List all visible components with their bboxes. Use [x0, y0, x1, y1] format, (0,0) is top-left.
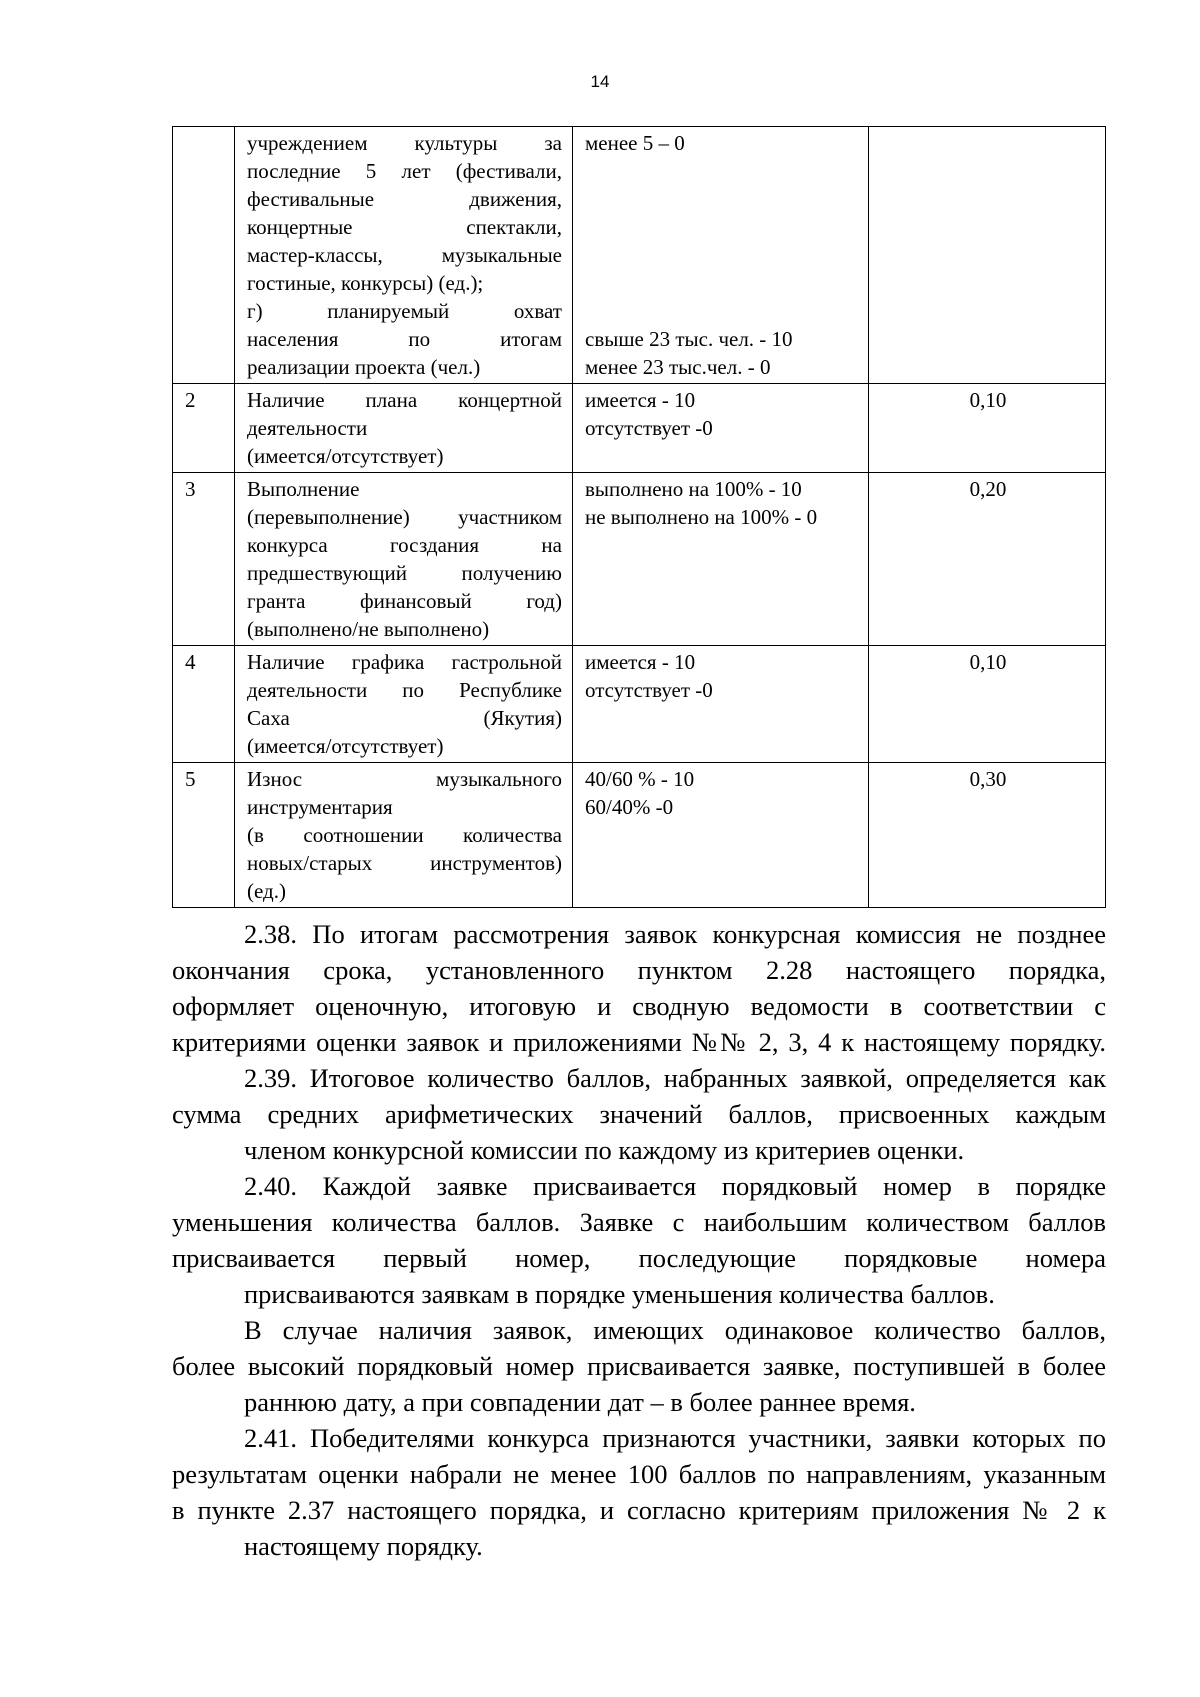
table-row [173, 473, 1106, 646]
paragraph-line: присваиваются заявкам в порядке уменьшения количества баллов. [244, 1279, 995, 1309]
criterion-line: (имеется/отсутствует) [247, 734, 444, 758]
paragraph-line: 2.38. По итогам рассмотрения заявок конкурсная комиссия не позднее [244, 919, 1106, 949]
row-number: 4 [173, 646, 235, 763]
criterion-line: концертные спектакли, [247, 215, 562, 239]
criterion-line: г) планируемый охват [247, 299, 562, 323]
criterion-line: (ед.) [247, 879, 286, 903]
criterion-cell [235, 384, 573, 473]
criterion-line: конкурса госздания на [247, 533, 562, 557]
criterion-line: (в соотношении количества [247, 823, 562, 847]
weight-cell: 0,20 [869, 473, 1106, 646]
score-line: 60/40% -0 [585, 795, 674, 819]
score-cell [573, 473, 869, 646]
table-row [173, 127, 1106, 384]
criterion-cell [235, 127, 573, 384]
paragraph-line: 2.40. Каждой заявке присваивается порядковый номер в порядке [244, 1171, 1106, 1201]
paragraph-2-40-tie [172, 1312, 1106, 1420]
table-row [173, 384, 1106, 473]
row-number [173, 127, 235, 384]
score-line: имеется - 10 [585, 650, 696, 674]
paragraph-line: 2.41. Победителями конкурса признаются участники, заявки которых по [244, 1423, 1106, 1453]
score-line: выполнено на 100% - 10 [585, 477, 802, 501]
criterion-line: предшествующий получению [247, 561, 562, 585]
row-number: 2 [173, 384, 235, 473]
score-cell [573, 127, 869, 384]
criterion-line: Износ музыкального [247, 767, 562, 791]
criterion-cell [235, 646, 573, 763]
score-line: свыше 23 тыс. чел. - 10 [585, 327, 793, 351]
score-line: менее 5 – 0 [585, 131, 685, 155]
table-row [173, 646, 1106, 763]
paragraph-line: результатам оценки набрали не менее 100 баллов по направлениям, указанным [172, 1459, 1106, 1489]
paragraph-line: раннюю дату, а при совпадении дат – в более раннее время. [244, 1387, 916, 1417]
row-number: 5 [173, 763, 235, 908]
criterion-line: реализации проекта (чел.) [247, 355, 481, 379]
paragraph-line: присваивается первый номер, последующие порядковые номера [172, 1243, 1106, 1273]
paragraph-line: более высокий порядковый номер присваивается заявке, поступившей в более [172, 1351, 1106, 1381]
criterion-line: мастер-классы, музыкальные [247, 243, 562, 267]
weight-cell: 0,30 [869, 763, 1106, 908]
score-line: имеется - 10 [585, 388, 696, 412]
criterion-line: фестивальные движения, [247, 187, 562, 211]
criterion-line: Наличие графика гастрольной [247, 650, 562, 674]
score-line: отсутствует -0 [585, 416, 713, 440]
paragraph-line: сумма средних арифметических значений баллов, присвоенных каждым [172, 1099, 1106, 1129]
paragraph-line: оформляет оценочную, итоговую и сводную ведомости в соответствии с [172, 991, 1106, 1021]
criterion-line: деятельности по Республике [247, 678, 562, 702]
paragraph-line: членом конкурсной комиссии по каждому из критериев оценки. [244, 1135, 965, 1165]
score-cell [573, 646, 869, 763]
score-line: 40/60 % - 10 [585, 767, 695, 791]
criterion-line: гранта финансовый год) [247, 589, 562, 613]
criterion-line: (перевыполнение) участником [247, 505, 562, 529]
criterion-cell [235, 763, 573, 908]
criterion-line: Наличие плана концертной [247, 388, 562, 412]
paragraph-line: уменьшения количества баллов. Заявке с наибольшим количеством баллов [172, 1207, 1106, 1237]
paragraph-2-39 [172, 1060, 1106, 1168]
row-number: 3 [173, 473, 235, 646]
paragraph-line: В случае наличия заявок, имеющих одинаковое количество баллов, [244, 1315, 1106, 1345]
score-line: не выполнено на 100% - 0 [585, 505, 818, 529]
criterion-line: (имеется/отсутствует) [247, 444, 444, 468]
score-cell [573, 384, 869, 473]
score-line: отсутствует -0 [585, 678, 713, 702]
criterion-line: новых/старых инструментов) [247, 851, 562, 875]
criterion-line: гостиные, конкурсы) (ед.); [247, 271, 484, 295]
paragraph-line: критериями оценки заявок и приложениями №№ 2, 3, 4 к настоящему порядку. [172, 1027, 1106, 1057]
criteria-table [172, 126, 1106, 908]
paragraph-2-41 [172, 1420, 1106, 1564]
paragraph-2-40 [172, 1168, 1106, 1312]
weight-cell [869, 127, 1106, 384]
weight-cell: 0,10 [869, 384, 1106, 473]
page-number: 14 [590, 72, 610, 91]
criterion-line: Саха (Якутия) [247, 706, 562, 730]
criterion-line: (выполнено/не выполнено) [247, 617, 490, 641]
score-line: менее 23 тыс.чел. - 0 [585, 355, 771, 379]
paragraph-2-38 [172, 916, 1106, 1060]
paragraph-line: настоящему порядку. [244, 1531, 483, 1561]
criterion-line: учреждением культуры за [247, 131, 562, 155]
table-row [173, 763, 1106, 908]
criterion-line: Выполнение [247, 477, 360, 501]
paragraph-line: окончания срока, установленного пунктом 2.28 настоящего порядка, [172, 955, 1106, 985]
paragraph-line: в пункте 2.37 настоящего порядка, и согласно критериям приложения № 2 к [172, 1495, 1106, 1525]
weight-cell: 0,10 [869, 646, 1106, 763]
body-text [172, 916, 1106, 1564]
score-cell [573, 763, 869, 908]
criterion-line: последние 5 лет (фестивали, [247, 159, 562, 183]
criterion-line: деятельности [247, 416, 368, 440]
criterion-line: инструментария [247, 795, 393, 819]
paragraph-line: 2.39. Итоговое количество баллов, набранных заявкой, определяется как [244, 1063, 1106, 1093]
criterion-cell [235, 473, 573, 646]
criterion-line: населения по итогам [247, 327, 562, 351]
